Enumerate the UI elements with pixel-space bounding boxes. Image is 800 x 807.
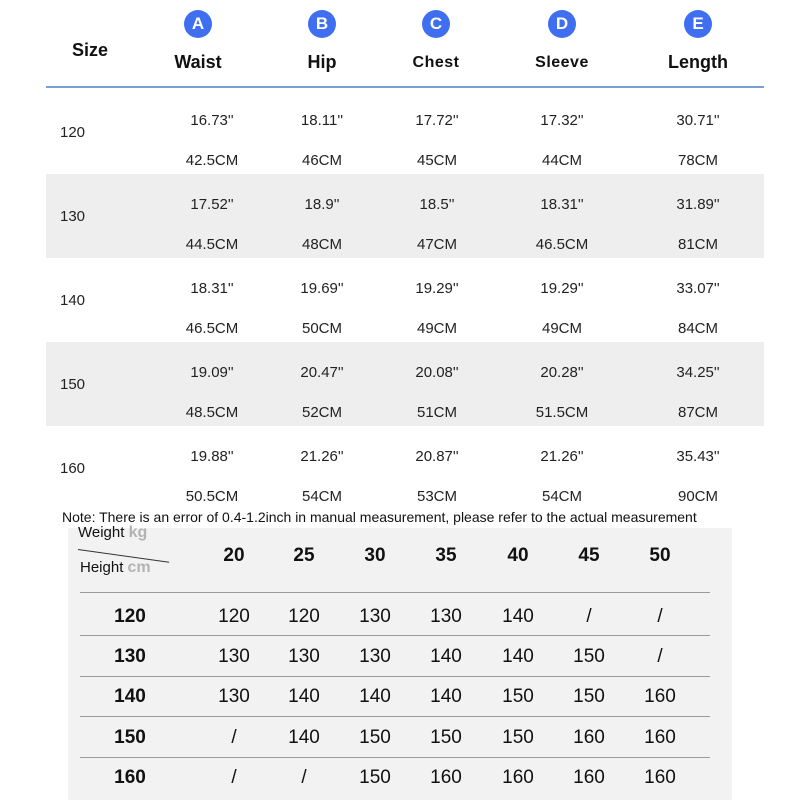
weight-header-50: 50 (649, 545, 671, 566)
size-table-header (0, 0, 800, 88)
size-cell: 120 (218, 606, 250, 627)
size-cell: 130 (288, 646, 320, 667)
height-value: 140 (114, 686, 146, 707)
hip-inch: 20.47'' (300, 364, 344, 381)
size-cell: 150 (573, 646, 605, 667)
length-inch: 35.43'' (676, 448, 720, 465)
size-cell: 130 (218, 686, 250, 707)
waist-cm: 42.5CM (185, 152, 239, 169)
size-cell: 160 (644, 767, 676, 788)
weight-header-25: 25 (293, 545, 315, 566)
waist-cm: 50.5CM (185, 488, 239, 505)
size-row-130 (46, 174, 764, 258)
waist-column-header (138, 10, 258, 73)
sleeve-inch: 20.28'' (540, 364, 584, 381)
hip-cm: 52CM (301, 404, 342, 421)
row-size: 160 (60, 460, 86, 477)
size-row-140 (46, 258, 764, 342)
size-cell: 160 (644, 686, 676, 707)
hip-column-header (262, 10, 382, 73)
size-cell: 160 (502, 767, 534, 788)
weight-header-20: 20 (223, 545, 245, 566)
size-cell: 150 (430, 727, 462, 748)
chest-inch: 20.08'' (415, 364, 459, 381)
size-cell: 150 (502, 686, 534, 707)
size-row-120 (46, 90, 764, 174)
height-unit: cm (127, 559, 151, 576)
row-size: 140 (60, 292, 86, 309)
sleeve-inch: 17.32'' (540, 112, 584, 129)
hip-cm: 46CM (301, 152, 342, 169)
size-cell: 150 (359, 767, 391, 788)
hip-label: Hip (307, 52, 337, 72)
size-cell: 140 (430, 646, 462, 667)
waist-label: Waist (174, 52, 222, 72)
waist-cm: 46.5CM (185, 320, 239, 337)
size-cell: 160 (573, 727, 605, 748)
size-cell: 130 (359, 646, 391, 667)
size-cell: / (657, 606, 663, 627)
length-cm: 90CM (677, 488, 718, 505)
weight-header-30: 30 (364, 545, 386, 566)
badge-c-icon: C (422, 10, 450, 38)
chest-cm: 53CM (416, 488, 457, 505)
waist-inch: 19.88'' (190, 448, 234, 465)
waist-inch: 17.52'' (190, 196, 234, 213)
badge-b-icon: B (308, 10, 336, 38)
weight-header-35: 35 (435, 545, 457, 566)
height-value: 120 (114, 606, 146, 627)
height-row-140 (0, 686, 800, 726)
waist-inch: 19.09'' (190, 364, 234, 381)
sleeve-inch: 21.26'' (540, 448, 584, 465)
length-inch: 30.71'' (676, 112, 720, 129)
row-divider (80, 592, 710, 593)
sleeve-cm: 44CM (541, 152, 582, 169)
badge-e-icon: E (684, 10, 712, 38)
height-row-150 (0, 727, 800, 767)
sleeve-label: Sleeve (535, 54, 589, 71)
length-column-header (638, 10, 758, 73)
size-cell: 120 (288, 606, 320, 627)
length-cm: 84CM (677, 320, 718, 337)
sleeve-cm: 46.5CM (535, 236, 589, 253)
size-cell: / (586, 606, 592, 627)
size-row-160 (46, 426, 764, 510)
sleeve-column-header (502, 10, 622, 72)
size-row-150 (46, 342, 764, 426)
weight-label: Weight (78, 524, 125, 541)
chest-inch: 17.72'' (415, 112, 459, 129)
waist-cm: 48.5CM (185, 404, 239, 421)
size-cell: 140 (288, 686, 320, 707)
row-size: 120 (60, 124, 86, 141)
chest-cm: 49CM (416, 320, 457, 337)
sleeve-inch: 19.29'' (540, 280, 584, 297)
hip-inch: 18.11'' (300, 112, 344, 129)
height-value: 160 (114, 767, 146, 788)
sleeve-cm: 51.5CM (535, 404, 589, 421)
header-divider (46, 86, 764, 88)
badge-a-icon: A (184, 10, 212, 38)
height-value: 150 (114, 727, 146, 748)
height-axis-label (80, 559, 151, 577)
size-cell: 150 (359, 727, 391, 748)
chest-cm: 47CM (416, 236, 457, 253)
length-inch: 33.07'' (676, 280, 720, 297)
sleeve-cm: 54CM (541, 488, 582, 505)
size-cell: 140 (288, 727, 320, 748)
chest-inch: 19.29'' (415, 280, 459, 297)
hip-inch: 21.26'' (300, 448, 344, 465)
height-row-160 (0, 767, 800, 807)
waist-inch: 18.31'' (190, 280, 234, 297)
size-cell: 150 (502, 727, 534, 748)
length-cm: 87CM (677, 404, 718, 421)
size-cell: 160 (430, 767, 462, 788)
size-column-header: Size (71, 40, 109, 60)
measurement-note: Note: There is an error of 0.4-1.2inch in manual measurement, please refer to the actual measurement (62, 509, 697, 525)
weight-header-45: 45 (578, 545, 600, 566)
hip-inch: 18.9'' (304, 196, 340, 213)
chest-cm: 51CM (416, 404, 457, 421)
sleeve-inch: 18.31'' (540, 196, 584, 213)
row-size: 150 (60, 376, 86, 393)
length-label: Length (668, 52, 728, 72)
size-cell: / (657, 646, 663, 667)
chest-inch: 20.87'' (415, 448, 459, 465)
size-cell: 130 (430, 606, 462, 627)
size-cell: 150 (573, 686, 605, 707)
length-cm: 78CM (677, 152, 718, 169)
sleeve-cm: 49CM (541, 320, 582, 337)
chest-inch: 18.5'' (419, 196, 455, 213)
size-cell: 140 (430, 686, 462, 707)
weight-axis-label (78, 524, 147, 542)
height-row-130 (0, 646, 800, 686)
size-cell: / (231, 767, 237, 788)
size-cell: 130 (359, 606, 391, 627)
height-row-120 (0, 606, 800, 646)
size-cell: 130 (218, 646, 250, 667)
size-cell: 140 (359, 686, 391, 707)
size-cell: 160 (573, 767, 605, 788)
length-inch: 31.89'' (676, 196, 720, 213)
size-cell: / (231, 727, 237, 748)
chest-label: Chest (412, 54, 460, 71)
hip-cm: 54CM (301, 488, 342, 505)
height-value: 130 (114, 646, 146, 667)
weight-header-40: 40 (507, 545, 529, 566)
hip-cm: 48CM (301, 236, 342, 253)
size-cell: / (301, 767, 307, 788)
chest-column-header (376, 10, 496, 72)
size-cell: 160 (644, 727, 676, 748)
size-cell: 140 (502, 646, 534, 667)
size-cell: 140 (502, 606, 534, 627)
row-size: 130 (60, 208, 86, 225)
badge-d-icon: D (548, 10, 576, 38)
chest-cm: 45CM (416, 152, 457, 169)
weight-unit: kg (128, 524, 148, 541)
height-label: Height (80, 559, 124, 576)
hip-cm: 50CM (301, 320, 342, 337)
waist-inch: 16.73'' (190, 112, 234, 129)
length-cm: 81CM (677, 236, 718, 253)
hip-inch: 19.69'' (300, 280, 344, 297)
length-inch: 34.25'' (676, 364, 720, 381)
waist-cm: 44.5CM (185, 236, 239, 253)
